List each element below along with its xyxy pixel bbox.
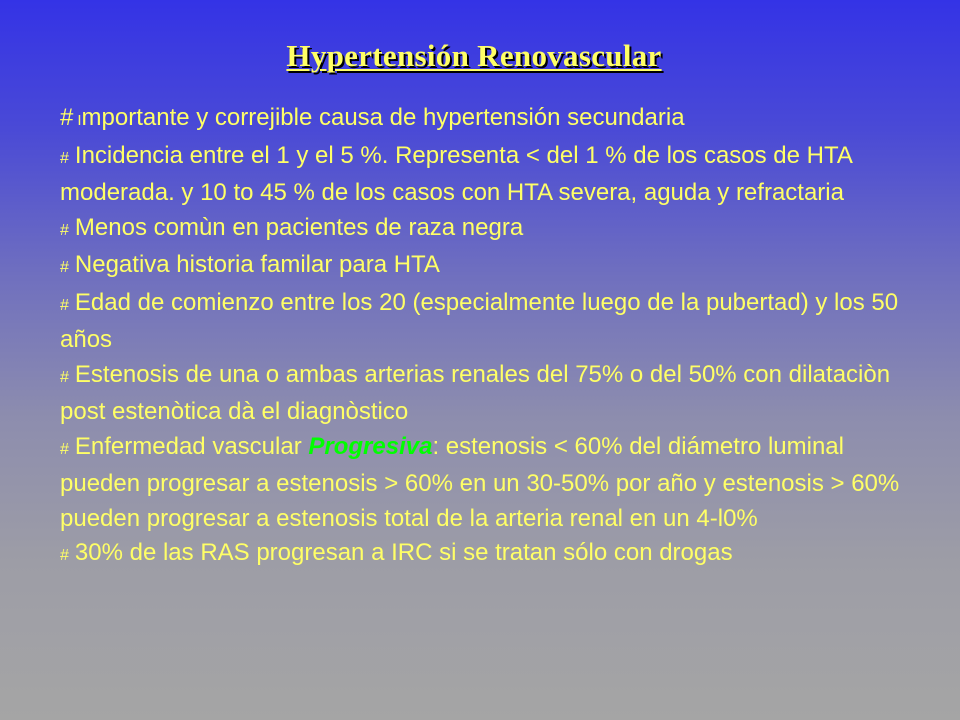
bullet-item	[60, 248, 920, 286]
bullet-item	[60, 286, 920, 358]
bullet-lead-letter: I	[77, 112, 82, 129]
bullet-item	[60, 139, 920, 211]
bullet-marker: #	[60, 259, 69, 276]
bullet-text: Enfermedad vascular	[74, 432, 309, 460]
bullet-list	[60, 101, 920, 574]
bullet-item	[60, 101, 920, 139]
bullet-marker: #	[60, 221, 69, 239]
emphasis-text: Progresiva	[308, 432, 433, 460]
bullet-text: Edad de comienzo entre los 20 (especialmente luego de la pubertad) y los 50 años	[60, 288, 899, 353]
bullet-text: Menos comùn en pacientes de raza negra	[74, 213, 524, 241]
bullet-text: mportante y correjible causa de hypertensión secundaria	[81, 104, 685, 131]
bullet-text: : estenosis < 60% del diámetro luminal pueden progresar a estenosis > 60% en un 30-50% por año y estenosis > 60% pueden progresar a estenosis total de la arteria renal en un 4-l0%	[60, 432, 900, 532]
bullet-marker: #	[60, 104, 74, 131]
bullet-text: Negativa historia familar para HTA	[74, 251, 440, 278]
bullet-marker: #	[60, 368, 69, 386]
bullet-text: 30% de las RAS progresan a IRC si se tratan sólo con drogas	[74, 539, 733, 566]
bullet-item	[60, 358, 920, 430]
bullet-marker: #	[60, 440, 69, 458]
bullet-marker: #	[60, 547, 69, 564]
bullet-item	[60, 536, 920, 574]
bullet-marker: #	[60, 149, 69, 167]
bullet-item	[60, 211, 920, 249]
slide-title: Hypertensión Renovascular	[286, 38, 662, 73]
bullet-text: Incidencia entre el 1 y el 5 %. Representa < del 1 % de los casos de HTA moderada. y 10 to 45 % de los casos con HTA severa, aguda y refractaria	[60, 141, 852, 206]
bullet-item	[60, 430, 920, 537]
bullet-marker: #	[60, 296, 69, 314]
bullet-text: Estenosis de una o ambas arterias renales del 75% o del 50% con dilataciòn post estenòtica dà el diagnòstico	[60, 360, 891, 425]
